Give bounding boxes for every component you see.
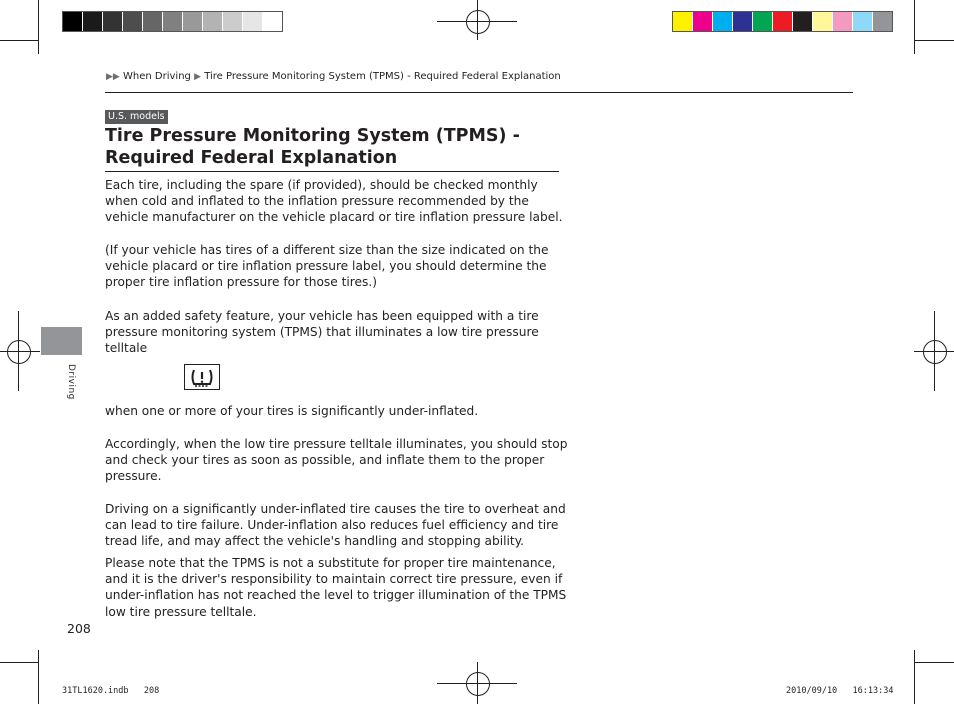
breadcrumb	[106, 71, 561, 82]
breadcrumb-arrow-icon: ▶▶	[106, 72, 120, 82]
page-title: Tire Pressure Monitoring System (TPMS) - Required Federal Explanation	[105, 126, 520, 168]
color-swatch	[673, 12, 693, 31]
color-swatch	[263, 12, 282, 31]
color-swatch	[853, 12, 873, 31]
body-paragraph-2: (If your vehicle has tires of a different size than the size indicated on the vehicle placard or tire inflation pressure label, you should determine the proper tire inflation pressure for those tires.)	[105, 243, 549, 290]
body-paragraph-4: when one or more of your tires is significantly under-inflated.	[105, 404, 479, 418]
registration-mark-icon	[466, 672, 490, 696]
crop-mark	[38, 0, 39, 40]
crop-mark	[914, 662, 954, 663]
color-swatch	[83, 12, 103, 31]
color-swatch	[793, 12, 813, 31]
color-swatch	[243, 12, 263, 31]
breadcrumb-arrow-icon: ▶	[194, 72, 202, 82]
registration-crosshair	[477, 0, 478, 40]
color-swatch	[103, 12, 123, 31]
header-divider	[105, 92, 853, 93]
color-swatch	[223, 12, 243, 31]
color-swatch	[123, 12, 143, 31]
tpms-telltale-icon	[184, 364, 220, 390]
color-swatch	[143, 12, 163, 31]
crop-mark	[0, 662, 38, 663]
crop-mark	[38, 40, 39, 54]
title-divider	[105, 171, 559, 172]
crop-mark	[0, 40, 38, 41]
body-paragraph-5: Accordingly, when the low tire pressure telltale illuminates, you should stop and check your tires as soon as possible, and inflate them to the proper pressure.	[105, 437, 568, 484]
crop-mark	[914, 650, 915, 704]
color-swatch	[713, 12, 733, 31]
crop-mark	[914, 40, 954, 41]
color-calibration-bar	[672, 11, 893, 32]
print-slug-timestamp: 2010/09/10 16:13:34	[786, 686, 894, 696]
color-swatch	[203, 12, 223, 31]
breadcrumb-section[interactable]: When Driving	[123, 71, 191, 82]
crop-mark	[914, 0, 915, 54]
chapter-label: Driving	[66, 364, 76, 400]
color-swatch	[63, 12, 83, 31]
registration-crosshair	[0, 351, 40, 352]
body-paragraph-7: Please note that the TPMS is not a substitute for proper tire maintenance, and it is the driver's responsibility to maintain correct tire pressure, even if under-inflation has not reached the level to trigger illumination of the TPMS low tire pressure telltale.	[105, 556, 567, 619]
registration-crosshair	[18, 311, 19, 391]
gray-calibration-bar	[62, 11, 283, 32]
crop-mark	[38, 650, 39, 704]
registration-crosshair	[477, 662, 478, 704]
breadcrumb-topic: Tire Pressure Monitoring System (TPMS) - Required Federal Explanation	[204, 71, 561, 82]
registration-mark-icon	[7, 340, 31, 364]
model-badge: U.S. models	[105, 110, 168, 124]
chapter-tab[interactable]	[41, 327, 82, 355]
color-swatch	[163, 12, 183, 31]
page-number: 208	[67, 621, 91, 636]
color-swatch	[813, 12, 833, 31]
print-slug-file: 31TL1620.indb 208	[62, 686, 160, 696]
body-paragraph-1: Each tire, including the spare (if provided), should be checked monthly when cold and inflated to the inflation pressure recommended by the vehicle manufacturer on the vehicle placard or tire inflation pressure label.	[105, 178, 563, 225]
color-swatch	[693, 12, 713, 31]
color-swatch	[773, 12, 793, 31]
body-paragraph-6: Driving on a significantly under-inflated tire causes the tire to overheat and can lead to tire failure. Under-inflation also reduces fuel efficiency and tire tread life, and may affect the vehicle's handling and stopping ability.	[105, 502, 566, 549]
registration-crosshair	[934, 311, 935, 391]
color-swatch	[873, 12, 892, 31]
color-swatch	[733, 12, 753, 31]
body-paragraph-3: As an added safety feature, your vehicle has been equipped with a tire pressure monitoring system (TPMS) that illuminates a low tire pressure telltale	[105, 309, 539, 356]
registration-mark-icon	[466, 10, 490, 34]
registration-mark-icon	[923, 340, 947, 364]
color-swatch	[753, 12, 773, 31]
color-swatch	[183, 12, 203, 31]
color-swatch	[833, 12, 853, 31]
